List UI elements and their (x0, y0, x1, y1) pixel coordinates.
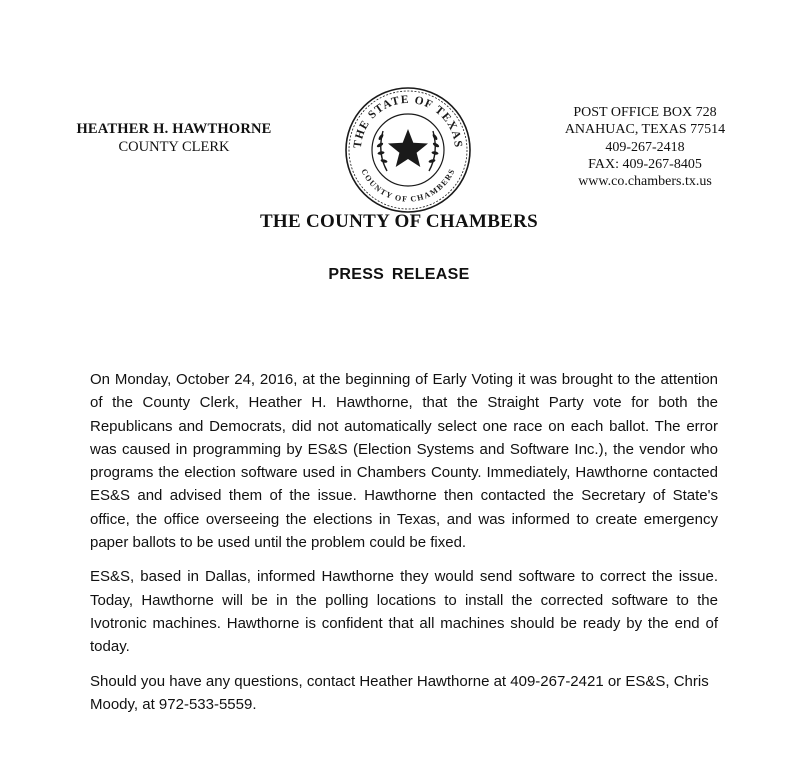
paragraph-3: Should you have any questions, contact Heather Hawthorne at 409-267-2421 or ES&S, Chris Moody, at 972-533-5559. (90, 672, 709, 713)
clerk-info (64, 120, 284, 156)
phone-number: 409-267-2418 (605, 139, 685, 155)
paragraph-2: ES&S, based in Dallas, informed Hawthorne they would send software to correct the issue. Today, Hawthorne will be in the polling locations to install the corrected software to the Ivotronic machines. Hawthorne is confident that all machines should be ready by the end of today. (90, 568, 718, 656)
contact-info (530, 104, 760, 190)
address-line-1: POST OFFICE BOX 728 (573, 105, 717, 120)
address-line-2: ANAHUAC, TEXAS 77514 (564, 122, 726, 138)
fax-number: FAX: 409-267-8405 (588, 156, 702, 172)
seal-icon (343, 85, 473, 215)
star-icon (388, 129, 428, 167)
clerk-name: HEATHER H. HAWTHORNE (76, 121, 272, 137)
county-title: THE COUNTY OF CHAMBERS (259, 211, 539, 232)
press-release-body (90, 368, 718, 727)
seal-bottom-text: COUNTY OF CHAMBERS (359, 167, 457, 204)
paragraph-1: On Monday, October 24, 2016, at the beginning of Early Voting it was brought to the attention of the County Clerk, Heather H. Hawthorne, that the Straight Party vote for both the Republicans and Democrats, did not automatically select one race on each ballot. The error was caused in programming by ES&S (Election Systems and Software Inc.), the vendor who programs the election software used in Chambers County. Immediately, Hawthorne contacted ES&S and advised them of the issue. Hawthorne then contacted the Secretary of State's office, the office overseeing the elections in Texas, and was informed to create emergency paper ballots to be used until the problem could be fixed. (90, 371, 718, 552)
seal-top-text: THE STATE OF TEXAS (351, 93, 465, 149)
clerk-title: COUNTY CLERK (118, 139, 230, 155)
website-link[interactable]: www.co.chambers.tx.us (578, 174, 712, 190)
county-seal (343, 85, 473, 215)
press-release-heading: PRESS RELEASE (328, 266, 470, 283)
